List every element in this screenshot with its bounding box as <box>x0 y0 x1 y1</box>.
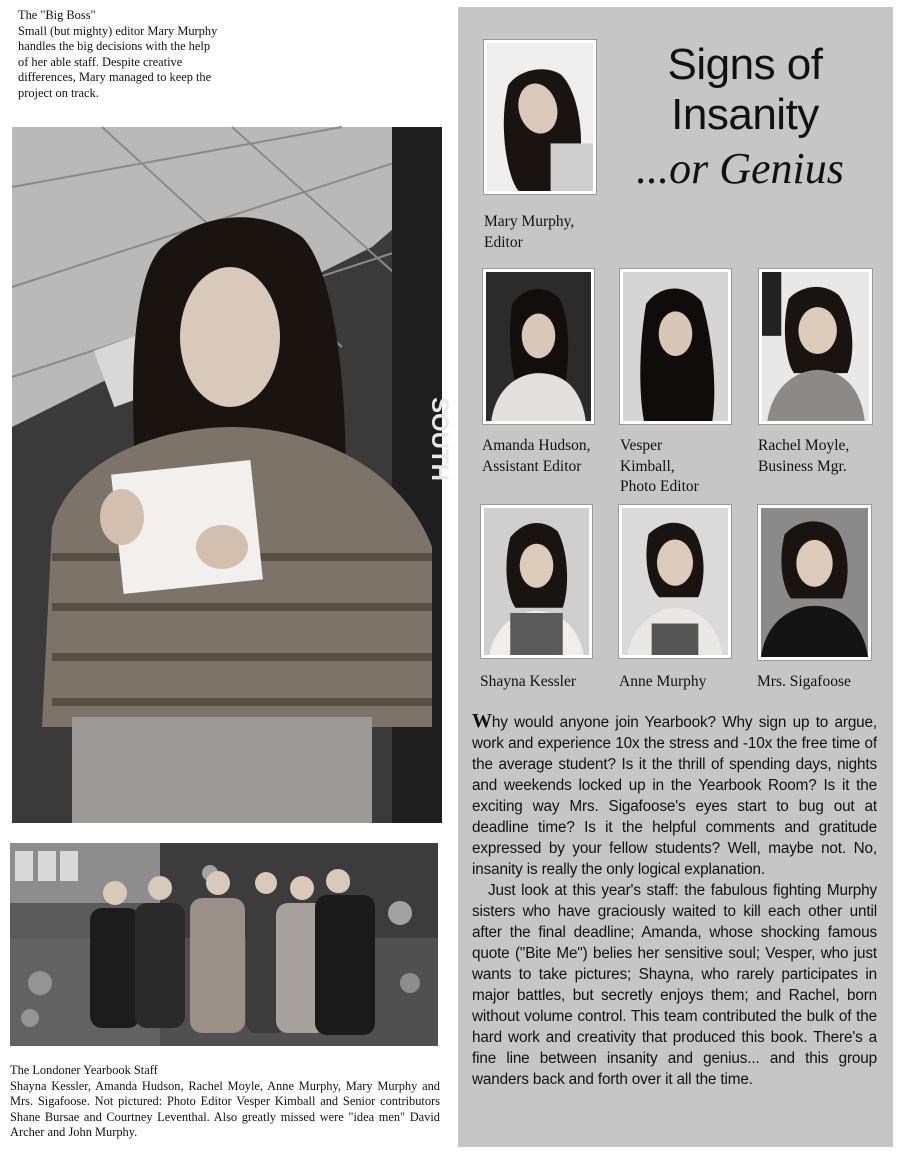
portrait-mrs-sigafoose <box>758 505 871 660</box>
staff-label-rachel: Rachel Moyle, Business Mgr. <box>758 437 850 475</box>
portrait-vesper-kimball <box>620 269 731 424</box>
portrait-shayna-kessler <box>481 505 592 658</box>
door-sign-text: SOUTH <box>426 397 453 481</box>
article-paragraph-1: Why would anyone join Yearbook? Why sign up to argue, work and experience 10x the stress and -10x the free time of the average student? Is it the thrill of spending days, nights and weekends locked up in the Yearbook Room? Is it the exciting way Mrs. Sigafoose's eyes start to bug out at deadline time? Is it the helpful comments and gratitude expressed by your fellow students? Well, maybe not. No, insanity is really the only logical explanation. <box>472 710 877 878</box>
top-photo-caption <box>18 8 223 102</box>
page-title <box>605 40 885 198</box>
staff-label-sigafoose: Mrs. Sigafoose <box>757 673 851 690</box>
group-photo-caption <box>10 1063 440 1141</box>
article-paragraph-2: Just look at this year's staff: the fabulous fighting Murphy sisters who have graciously waited to kill each other until after the final deadline; Amanda, whose shocking famous quote ("Bite Me") belies her sensitive soul; Vesper, who just wants to take pictures; Shayna, who rarely participates in major battles, but secretly enjoys them; and Rachel, born without volume control. This team contributed the bulk of the hard work and creativity that produced this book. There's a fine line between insanity and genius... and this group wanders back and forth over it all the time. <box>472 882 877 1088</box>
staff-label-anne: Anne Murphy <box>619 673 707 690</box>
caption-text: Small (but mighty) editor Mary Murphy handles the big decisions with the help of her able staff. Despite creative differences, Mary managed to keep the project on track. <box>18 23 218 100</box>
staff-label-shayna: Shayna Kessler <box>480 673 576 690</box>
title-line-2: Insanity <box>671 90 819 139</box>
caption-title: The "Big Boss" <box>18 8 96 22</box>
portrait-mary-murphy <box>484 40 596 194</box>
article-body <box>472 711 877 1090</box>
staff-label-mary: Mary Murphy, Editor <box>484 213 575 251</box>
title-line-3: ...or Genius <box>636 144 844 193</box>
title-line-1: Signs of <box>667 40 823 89</box>
staff-group-photo <box>10 843 438 1046</box>
staff-label-amanda: Amanda Hudson, Assistant Editor <box>482 437 591 475</box>
staff-label-vesper: Vesper Kimball, Photo Editor <box>620 437 699 495</box>
portrait-anne-murphy <box>619 505 731 658</box>
group-caption-text: Shayna Kessler, Amanda Hudson, Rachel Moyle, Anne Murphy, Mary Murphy and Mrs. Sigafoose. Not pictured: Photo Editor Vesper Kimball and Senior contributors Shane Bursae and Courtney Leventhal. Also greatly missed were "idea men" David Archer and John Murphy. <box>10 1078 440 1140</box>
portrait-rachel-moyle <box>759 269 872 424</box>
editor-reading-photo <box>12 127 453 823</box>
portrait-amanda-hudson <box>483 269 594 424</box>
drop-cap: W <box>472 710 492 732</box>
group-caption-title: The Londoner Yearbook Staff <box>10 1063 158 1077</box>
